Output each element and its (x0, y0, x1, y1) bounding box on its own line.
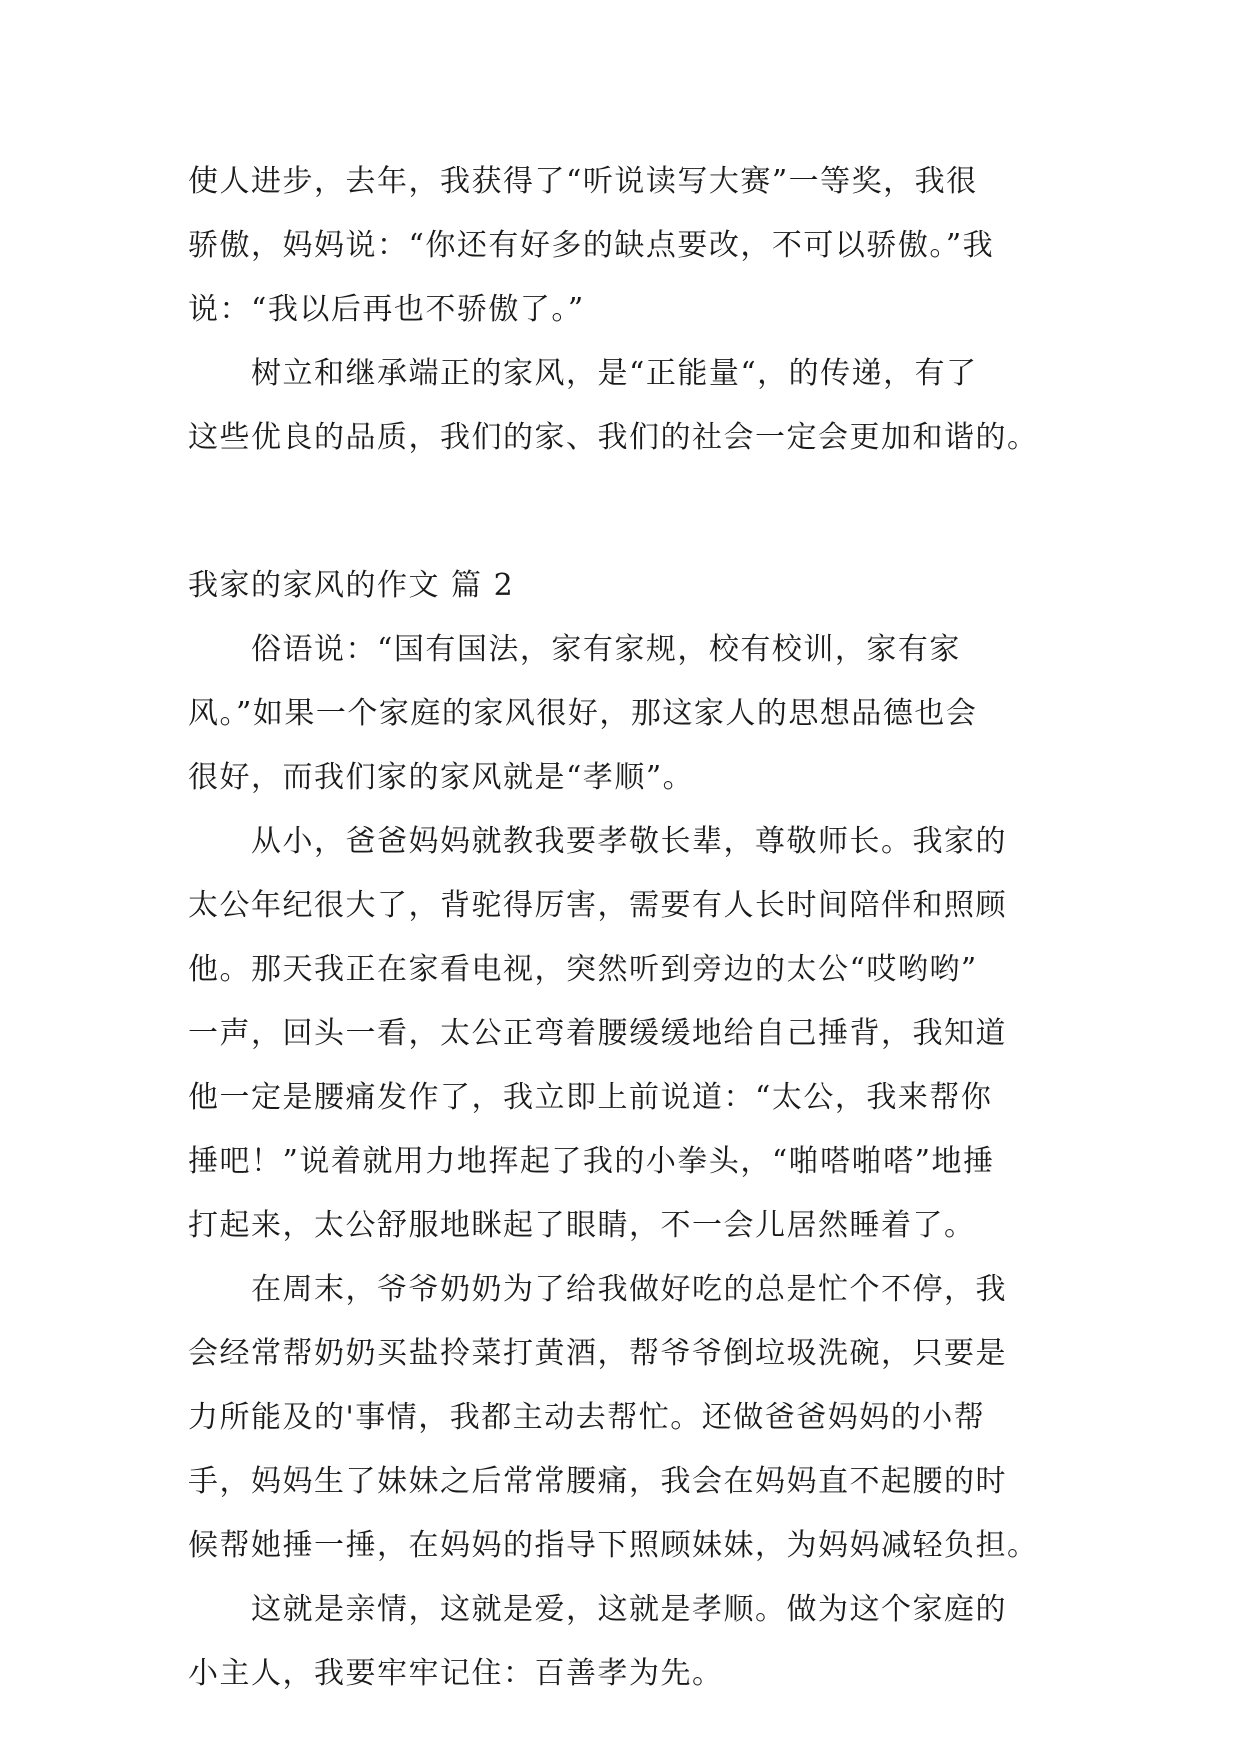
text-line: 在周末，爷爷奶奶为了给我做好吃的总是忙个不停，我 (188, 1272, 1007, 1307)
text-line: 风。”如果一个家庭的家风很好，那这家人的思想品德也会 (188, 696, 978, 731)
text-line: 手，妈妈生了妹妹之后常常腰痛，我会在妈妈直不起腰的时 (188, 1464, 1007, 1499)
text-line: 一声，回头一看，太公正弯着腰缓缓地给自己捶背，我知道 (188, 1016, 1007, 1051)
text-line: 力所能及的'事情，我都主动去帮忙。还做爸爸妈妈的小帮 (188, 1400, 986, 1435)
text-line: 捶吧！”说着就用力地挥起了我的小拳头，“啪嗒啪嗒”地捶 (188, 1144, 995, 1179)
text-line: 说：“我以后再也不骄傲了。” (188, 292, 585, 327)
text-line: 候帮她捶一捶，在妈妈的指导下照顾妹妹，为妈妈减轻负担。 (188, 1528, 1039, 1563)
text-line: 很好，而我们家的家风就是“孝顺”。 (188, 760, 695, 795)
text-line: 他一定是腰痛发作了，我立即上前说道：“太公，我来帮你 (188, 1080, 993, 1115)
text-line: 使人进步，去年，我获得了“听说读写大赛”一等奖，我很 (188, 164, 978, 199)
text-line: 这些优良的品质，我们的家、我们的社会一定会更加和谐的。 (188, 420, 1039, 455)
text-line: 太公年纪很大了，背驼得厉害，需要有人长时间陪伴和照顾 (188, 888, 1007, 923)
text-line: 会经常帮奶奶买盐拎菜打黄酒，帮爷爷倒垃圾洗碗，只要是 (188, 1336, 1007, 1371)
text-line: 打起来，太公舒服地眯起了眼睛，不一会儿居然睡着了。 (188, 1208, 976, 1243)
text-line: 树立和继承端正的家风，是“正能量“，的传递，有了 (188, 356, 978, 391)
text-line: 这就是亲情，这就是爱，这就是孝顺。做为这个家庭的 (188, 1592, 1007, 1627)
text-line: 骄傲，妈妈说：“你还有好多的缺点要改，不可以骄傲。”我 (188, 228, 995, 263)
section-gap (188, 470, 1048, 554)
document-page (188, 150, 1048, 1706)
text-line: 小主人，我要牢牢记住：百善孝为先。 (188, 1656, 724, 1691)
section-heading: 我家的家风的作文 篇 2 (188, 568, 515, 603)
text-line: 从小，爸爸妈妈就教我要孝敬长辈，尊敬师长。我家的 (188, 824, 1007, 859)
text-line: 俗语说：“国有国法，家有家规，校有校训，家有家 (188, 632, 961, 667)
text-line: 他。那天我正在家看电视，突然听到旁边的太公“哎哟哟” (188, 952, 978, 987)
